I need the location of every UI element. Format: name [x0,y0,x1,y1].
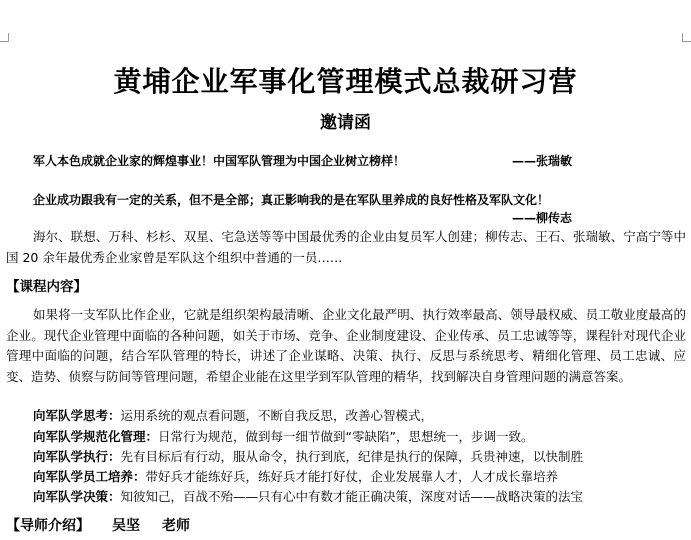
quote-text: 企业成功跟我有一定的关系，但不是全部；真正影响我的是在军队里养成的良好性格及军队文化！ [33,193,550,207]
quote-author: ——张瑞敏 [512,154,573,168]
course-item [33,427,533,445]
quote-author: ——柳传志 [512,211,573,225]
course-item-label: 向军队学规范化管理： [33,429,159,444]
mentor-section-heading: 【导师介绍】 [6,518,90,534]
course-item-text: 带好兵才能练好兵，练好兵才能打好仗，企业发展靠人才，人才成长靠培养 [145,469,559,484]
course-item-label: 向军队学决策： [33,489,121,504]
document-title: 黄埔企业军事化管理模式总裁研习营 [113,65,578,98]
course-item-label: 向军队学员工培养： [33,469,146,484]
course-item [33,467,558,485]
course-item [33,487,583,505]
document-subtitle: 邀请函 [320,113,371,133]
page-corner-mark-left [0,33,9,42]
mentor-role: 老师 [162,518,190,534]
mentor-name: 吴坚 [112,518,140,534]
page-corner-mark-right [682,33,691,42]
course-item-text: 运用系统的观点看问题，不断自我反思，改善心智模式， [120,408,434,423]
mentor-section [6,515,190,535]
course-item [33,406,433,424]
intro-paragraph: 海尔、联想、万科、杉杉、双星、宅急送等等中国最优秀的企业由复员军人创建；柳传志、王石、张瑞敏、宁高宁等中国 20 余年最优秀企业家曾是军队这个组织中普通的一员…… [6,229,686,265]
course-section-heading: 【课程内容】 [6,279,87,295]
course-item-text: 日常行为规范，做到每一细节做到“零缺陷”，思想统一，步调一致。 [158,429,534,444]
course-item-label: 向军队学思考： [33,408,121,423]
course-paragraph: 如果将一支军队比作企业，它就是组织架构最清晰、企业文化最严明、执行效率最高、领导最权威、员工敬业度最高的企业。现代企业管理中面临的各种问题，如关于市场、竞争、企业制度建设、企业传承、员工忠诚等等，课程针对现代企业管理中面临的问题，结合军队管理的特长，讲述了企业谋略、决策、执行、反思与系统思考、精细化管理、员工忠诚、应变、造势、侦察与防间等管理问题，希望企业能在这里学到军队管理的精华，找到解决自身管理问题的满意答案。 [6,307,686,384]
course-item [33,447,583,465]
course-item-text: 知彼知己，百战不殆——只有心中有数才能正确决策，深度对话——战略决策的法宝 [120,489,584,504]
course-item-label: 向军队学执行： [33,449,121,464]
course-item-text: 先有目标后有行动，服从命令，执行到底，纪律是执行的保障，兵贵神速，以快制胜 [120,449,584,464]
quote-text: 军人本色成就企业家的辉煌事业！中国军队管理为中国企业树立榜样！ [33,154,406,168]
